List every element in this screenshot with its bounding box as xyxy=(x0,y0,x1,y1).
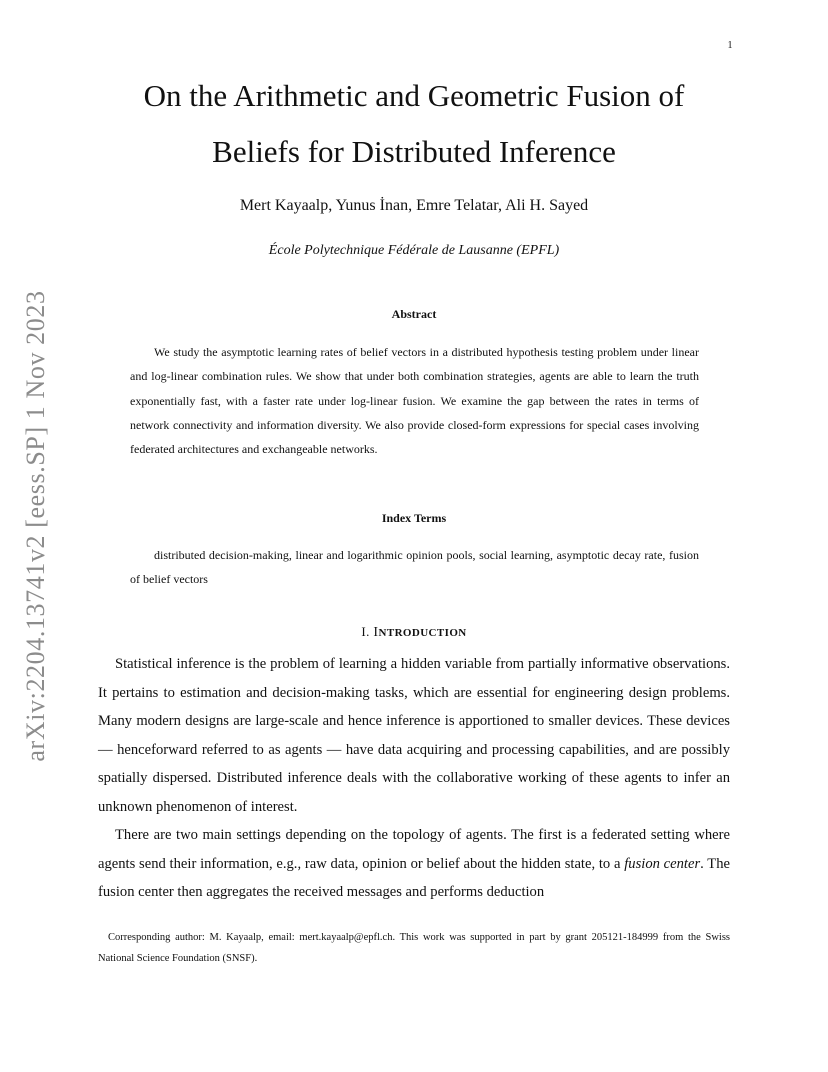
index-terms-text: distributed decision-making, linear and logarithmic opinion pools, social learning, asymptotic decay rate, fusion of belief vectors xyxy=(130,548,699,587)
section-numeral: I. xyxy=(361,624,370,639)
index-terms-heading: Index Terms xyxy=(381,511,447,525)
abstract-text: We study the asymptotic learning rates of belief vectors in a distributed hypothesis testing problem under linear and log-linear combination rules. We show that under both combination strategies, agents are able to learn the truth exponentially fast, with a faster rate under log-linear fusion. We examine the gap between the rates in terms of network connectivity and information diversity. We also provide closed-form expressions for special cases involving federated architectures and exchangeable networks. xyxy=(130,345,699,457)
paper-title-line-1: On the Arithmetic and Geometric Fusion of xyxy=(143,78,685,113)
abstract-heading: Abstract xyxy=(391,307,437,321)
fusion-center-term: fusion center xyxy=(624,855,701,872)
section-title-rest: NTRODUCTION xyxy=(378,627,467,639)
introduction-paragraph-1: Statistical inference is the problem of learning a hidden variable from partially informative observations. It pertains to estimation and decision-making tasks, which are essential for engineering design problems. Many modern designs are large-scale and hence inference is apportioned to smaller devices. These devices — henceforward referred to as agents — have data acquiring and processing capabilities, and are possibly spatially dispersed. Distributed inference deals with the collaborative working of these agents to infer an unknown phenomenon of interest. xyxy=(98,656,730,815)
section-title-initial: I xyxy=(373,625,379,640)
paragraph-2-text-start: There are two main settings depending on the topology of agents. The first is a federated setting where agents send their information, e.g., raw data, opinion or belief about the hidden state, to a xyxy=(98,827,730,872)
corresponding-author-footnote: Corresponding author: M. Kayaalp, email: mert.kayaalp@epfl.ch. This work was supported in part by grant 205121-184999 from the Swiss National Science Foundation (SNSF). xyxy=(98,932,730,964)
paper-title-line-2: Beliefs for Distributed Inference xyxy=(212,134,616,169)
author-affiliation: École Polytechnique Fédérale de Lausanne (EPFL) xyxy=(268,243,560,258)
introduction-paragraph-2 xyxy=(98,821,730,907)
arxiv-identifier-stamp: arXiv:2204.13741v2 [eess.SP] 1 Nov 2023 xyxy=(21,290,50,762)
page-number: 1 xyxy=(727,40,733,51)
introduction-heading xyxy=(0,624,828,641)
author-list: Mert Kayaalp, Yunus İnan, Emre Telatar, Ali H. Sayed xyxy=(239,197,589,214)
paragraph-2-text-end: . The fusion center then aggregates the received messages and performs deduction xyxy=(98,855,730,900)
